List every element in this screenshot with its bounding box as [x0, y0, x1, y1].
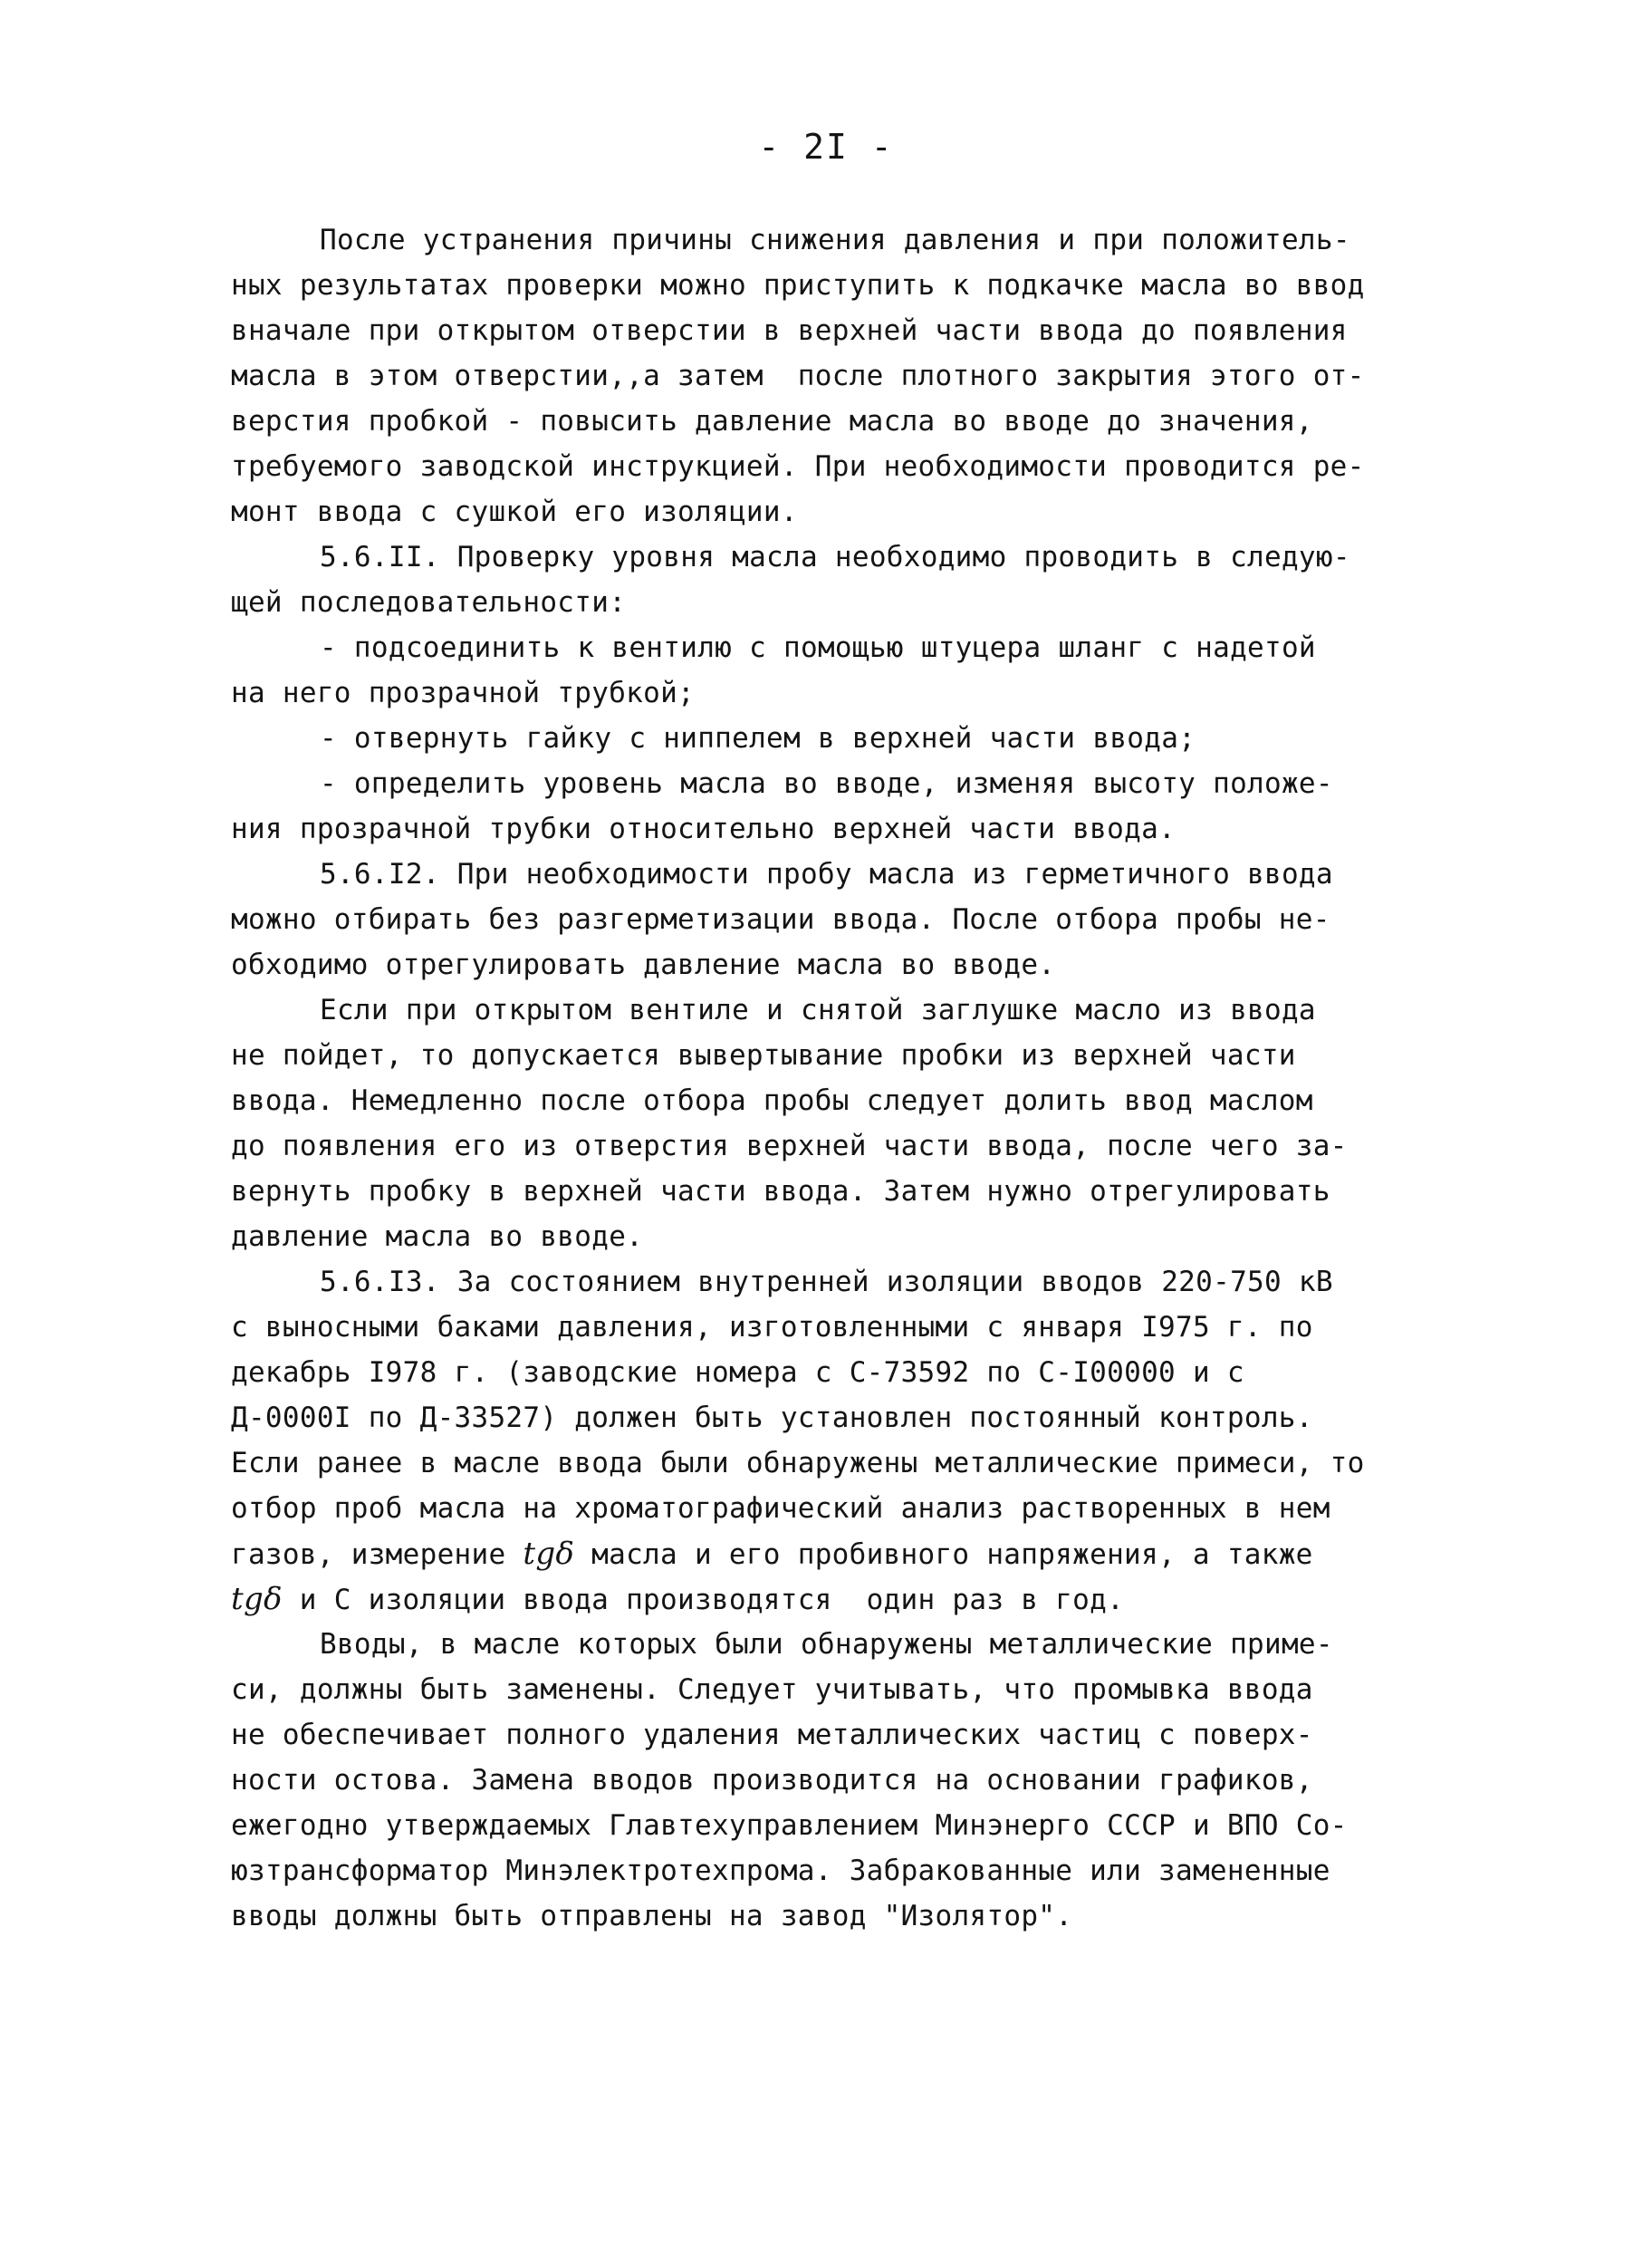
- text-line-content: требуемого заводской инструкцией. При необходимости проводится ре-: [231, 450, 1365, 483]
- text-line: [231, 806, 1436, 852]
- text-line-content: си, должны быть заменены. Следует учитывать, что промывка ввода: [231, 1673, 1313, 1706]
- text-line-content: с выносными баками давления, изготовленными с января I975 г. по: [231, 1311, 1313, 1344]
- text-line: [231, 1259, 1436, 1305]
- text-line: [231, 1440, 1436, 1486]
- text-line-content: юзтрансформатор Минэлектротехпрома. Забракованные или замененные: [231, 1855, 1330, 1887]
- page-number: - 2I -: [758, 127, 894, 167]
- text-line-content: вернуть пробку в верхней части ввода. Затем нужно отрегулировать: [231, 1175, 1330, 1208]
- text-line-content: монт ввода с сушкой его изоляции.: [231, 496, 798, 528]
- text-line-content: 5.6.I3. За состоянием внутренней изоляции вводов 220-750 кВ: [320, 1266, 1333, 1298]
- formula-tg-delta: tgδ: [523, 1536, 575, 1572]
- text-line-content: Вводы, в масле которых были обнаружены металлические приме-: [320, 1628, 1333, 1661]
- text-line: [231, 897, 1436, 942]
- text-line: [231, 1531, 1436, 1576]
- text-line-content: - отвернуть гайку с ниппелем в верхней части ввода;: [320, 722, 1196, 755]
- text-line-content: на него прозрачной трубкой;: [231, 677, 696, 709]
- text-line-content: масла в этом отверстии,,а затем после плотного закрытия этого от-: [231, 360, 1365, 392]
- text-line-content: - определить уровень масла во вводе, изменяя высоту положе-: [320, 767, 1333, 800]
- text-line: [231, 1803, 1436, 1848]
- text-line: [231, 1893, 1436, 1939]
- text-line: [231, 1486, 1436, 1531]
- body-text: [231, 217, 1436, 1939]
- text-line-content: декабрь I978 г. (заводские номера с С-73592 по С-I00000 и с: [231, 1356, 1244, 1389]
- text-line-content: ных результатах проверки можно приступить к подкачке масла во ввод: [231, 269, 1365, 302]
- text-line: [231, 625, 1436, 670]
- text-line-continuation: масла и его пробивного напряжения, а также: [574, 1538, 1313, 1571]
- text-line-content: Если при открытом вентиле и снятой заглушке масло из ввода: [320, 994, 1316, 1026]
- text-line-content: верстия пробкой - повысить давление масла во вводе до значения,: [231, 405, 1313, 438]
- text-line: [231, 1848, 1436, 1893]
- text-line-content: - подсоединить к вентилю с помощью штуцера шланг с надетой: [320, 631, 1316, 664]
- text-line-content: ввода. Немедленно после отбора пробы следует долить ввод маслом: [231, 1084, 1313, 1117]
- text-line: [231, 761, 1436, 806]
- text-line-content: вводы должны быть отправлены на завод "Изолятор".: [231, 1900, 1073, 1932]
- text-line-content: вначале при открытом отверстии в верхней части ввода до появления: [231, 314, 1348, 347]
- text-line-content: Если ранее в масле ввода были обнаружены металлические примеси, то: [231, 1447, 1365, 1479]
- text-line: [231, 942, 1436, 988]
- text-line: [231, 670, 1436, 716]
- text-line-content: не обеспечивает полного удаления металлических частиц с поверх-: [231, 1719, 1313, 1751]
- text-line: [231, 1350, 1436, 1395]
- text-line: [231, 217, 1436, 263]
- text-line-content: ния прозрачной трубки относительно верхней части ввода.: [231, 813, 1176, 845]
- text-line: [231, 1123, 1436, 1169]
- text-line-content: 5.6.II. Проверку уровня масла необходимо проводить в следую-: [320, 541, 1350, 573]
- text-line-content: отбор проб масла на хроматографический анализ растворенных в нем: [231, 1492, 1330, 1525]
- text-line: [231, 580, 1436, 625]
- text-line-content: давление масла во вводе.: [231, 1220, 644, 1253]
- text-line-content: щей последовательности:: [231, 586, 627, 619]
- text-line: [231, 1712, 1436, 1758]
- text-line: [231, 1576, 1436, 1622]
- text-line: [231, 1305, 1436, 1350]
- text-line: [231, 353, 1436, 399]
- text-line-content: можно отбирать без разгерметизации ввода. После отбора пробы не-: [231, 903, 1330, 936]
- text-line: [231, 1033, 1436, 1078]
- text-line: [231, 444, 1436, 489]
- text-line: [231, 1078, 1436, 1123]
- text-line: [231, 1395, 1436, 1440]
- text-line-content: ежегодно утверждаемых Главтехуправлением Минэнерго СССР и ВПО Со-: [231, 1809, 1348, 1842]
- text-line: [231, 1622, 1436, 1667]
- text-line: [231, 852, 1436, 897]
- text-line-content: до появления его из отверстия верхней части ввода, после чего за-: [231, 1130, 1348, 1162]
- text-line: [231, 535, 1436, 580]
- text-line: [231, 489, 1436, 535]
- text-line: [231, 716, 1436, 761]
- text-line: [231, 1214, 1436, 1259]
- text-line: [231, 263, 1436, 308]
- text-line: [231, 1667, 1436, 1712]
- text-line-continuation: и С изоляции ввода производятся один раз в год.: [282, 1584, 1125, 1616]
- text-line: [231, 308, 1436, 353]
- text-line: [231, 988, 1436, 1033]
- text-line-content: ности остова. Замена вводов производится на основании графиков,: [231, 1764, 1313, 1797]
- text-line: [231, 399, 1436, 444]
- text-line-content: Д-0000I по Д-33527) должен быть установлен постоянный контроль.: [231, 1402, 1313, 1434]
- text-line-content: После устранения причины снижения давления и при положитель-: [320, 224, 1350, 256]
- text-line-content: газов, измерение: [231, 1538, 506, 1571]
- text-line-content: 5.6.I2. При необходимости пробу масла из герметичного ввода: [320, 858, 1333, 891]
- formula-tg-delta: tgδ: [231, 1581, 283, 1617]
- text-line-content: не пойдет, то допускается вывертывание пробки из верхней части: [231, 1039, 1296, 1072]
- text-line-content: обходимо отрегулировать давление масла во вводе.: [231, 949, 1056, 981]
- text-line: [231, 1169, 1436, 1214]
- text-line: [231, 1758, 1436, 1803]
